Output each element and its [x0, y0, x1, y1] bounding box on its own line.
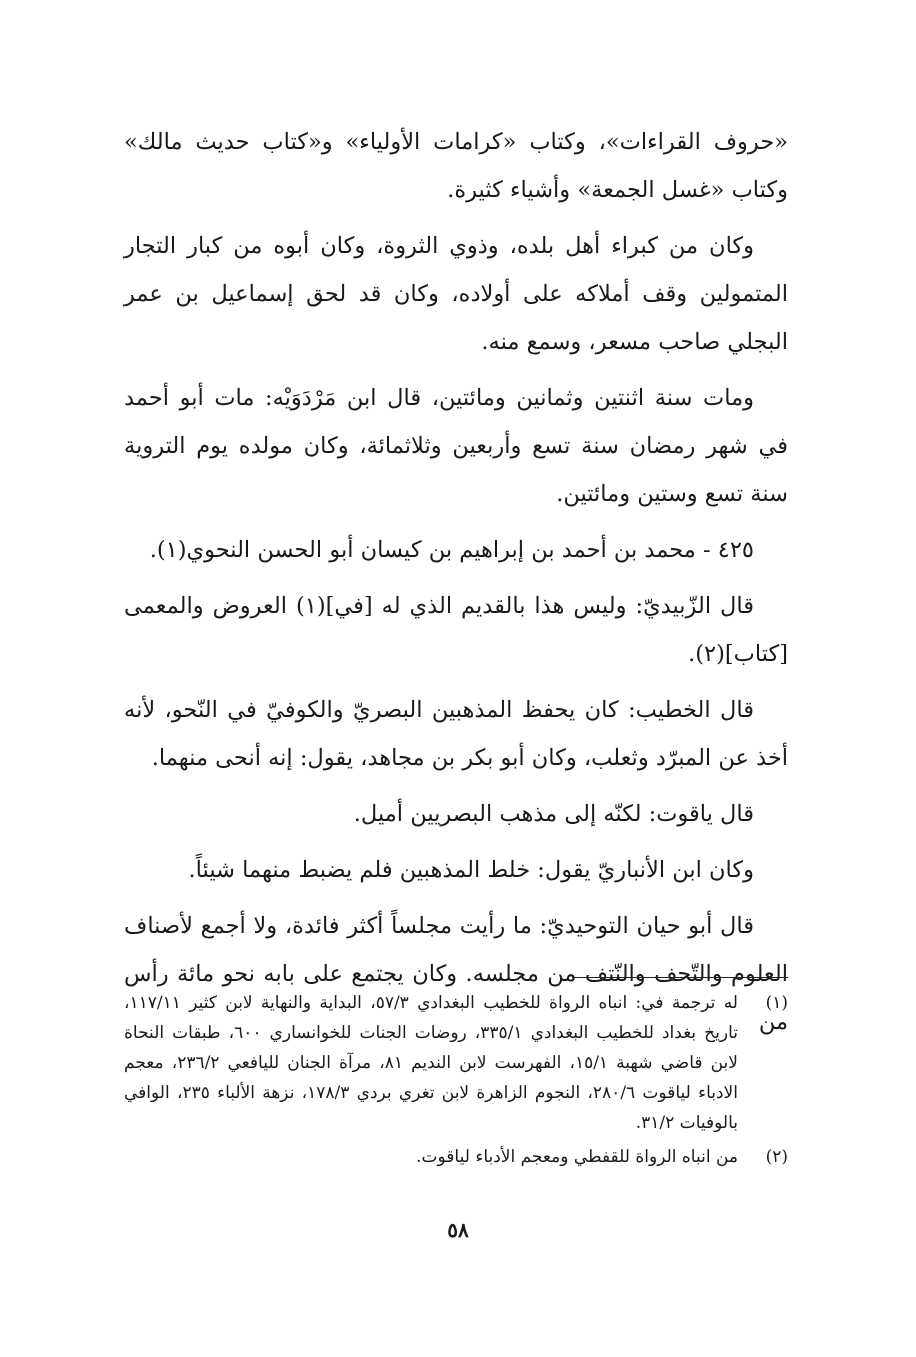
- paragraph-yaqut: [124, 790, 788, 838]
- text-line: «حروف القراءات»، وكتاب «كرامات الأولياء» و«كتاب حديث: [195, 129, 789, 155]
- text-line: قال أبو حيان التوحيديّ: ما رأيت مجلساً أكثر فائدة، ولا أجمع لأصناف: [124, 913, 754, 939]
- main-text: [124, 118, 788, 1054]
- text-line: وكان ابن الأنباريّ يقول: خلط المذهبين فلم يضبط منهما شيئاً.: [188, 857, 754, 883]
- text-line: قال ياقوت: لكنّه إلى مذهب البصريين أميل.: [353, 801, 754, 827]
- footnotes: [124, 988, 788, 1176]
- text-line: أخذ عن المبرّد وثعلب، وكان أبو بكر بن مجاهد، يقول: إنه أنحى منهما.: [151, 745, 788, 771]
- footnote-separator: [572, 977, 788, 978]
- footnote-number: (٢): [765, 1147, 788, 1167]
- footnote-2: [124, 1142, 788, 1172]
- text-line: ومات سنة اثنتين وثمانين ومائتين، قال ابن مَرْدَوَيْه: مات أبو أحمد في: [124, 385, 788, 459]
- paragraph-anbari: [124, 846, 788, 894]
- page-number: ٥٨: [447, 1218, 469, 1242]
- text-line: المتمولين وقف أملاكه على أولاده، وكان قد لحق إسماعيل بن عمر البجلي: [124, 281, 788, 355]
- footnote-text: له ترجمة في: انباه الرواة للخطيب البغدادي ٥٧/٣، البداية والنهاية لابن كثير ١١٧/١١، تاريخ بغداد للخطيب البغدادي ٣٣٥/١، روضات الجنات للخوانساري ٦٠٠، طبقات النحاة لابن قاضي شهبة ١٥/١، الفهرست لابن النديم ٨١، مرآة الجنان لليافعي ٢٣٦/٢، معجم الادباء لياقوت ٢٨٠/٦، النجوم الزاهرة لابن تغري بردي ١٧٨/٣، نزهة الألباء ٢٣٥، الوافي بالوفيات ٣١/٢.: [124, 993, 738, 1133]
- text-line: مالك» وكتاب «غسل الجمعة» وأشياء كثيرة.: [124, 129, 788, 203]
- text-line: وكان من كبراء أهل بلده، وذوي الثروة، وكان أبوه من كبار التجار: [124, 233, 754, 259]
- text-line: شهر رمضان سنة تسع وأربعين وثلاثمائة، وكان مولده يوم التروية سنة: [124, 433, 788, 507]
- text-line: العلوم والتّحف والنّتف من مجلسه. وكان يجتمع على بابه نحو مائة رأس من: [124, 961, 788, 1035]
- text-line: صاحب مسعر، وسمع منه.: [481, 329, 721, 355]
- entry-heading-425: [124, 526, 788, 574]
- text-line: [كتاب](٢).: [688, 641, 788, 667]
- paragraph-book-list: [124, 118, 788, 214]
- paragraph-death: [124, 374, 788, 518]
- text-line: ٤٢٥ - محمد بن أحمد بن إبراهيم بن كيسان أبو الحسن النحوي(١).: [149, 537, 754, 563]
- footnote-1: [124, 988, 788, 1138]
- text-line: قال الخطيب: كان يحفظ المذهبين البصريّ والكوفيّ في النّحو، لأنه: [124, 697, 754, 723]
- text-line: قال الزّبيديّ: وليس هذا بالقديم الذي له [في](١) العروض والمعمى: [124, 593, 754, 619]
- text-line: تسع وستين ومائتين.: [556, 481, 744, 507]
- paragraph-biography: [124, 222, 788, 366]
- footnote-number: (١): [765, 993, 788, 1013]
- footnote-text: من انباه الرواة للقفطي ومعجم الأدباء لياقوت.: [416, 1147, 738, 1167]
- paragraph-khatib: [124, 686, 788, 782]
- paragraph-zubaydi: [124, 582, 788, 678]
